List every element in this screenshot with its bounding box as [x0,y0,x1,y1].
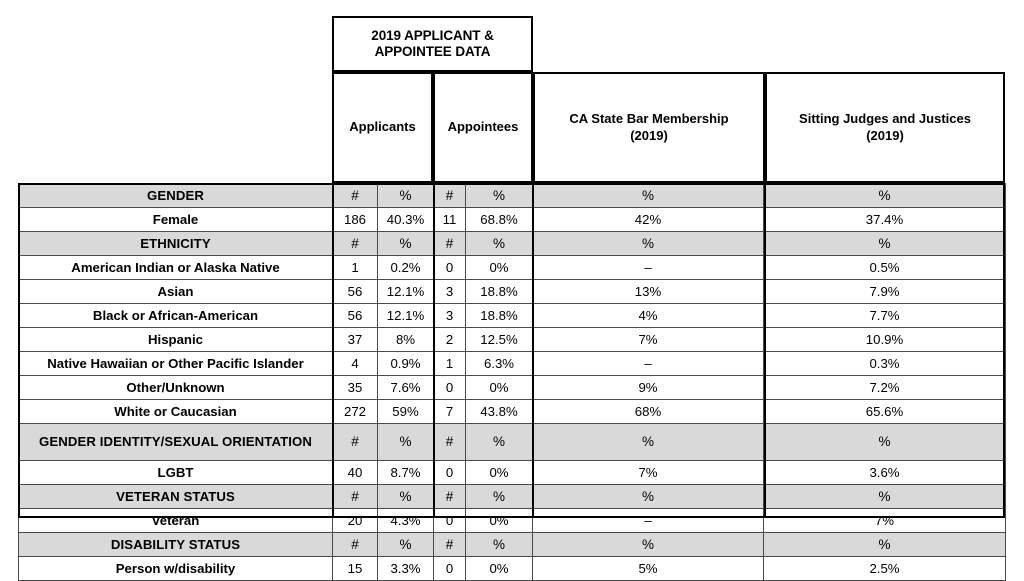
cell-appointees-percent: % [466,232,533,256]
cell-sitting-judges-percent: 37.4% [764,208,1006,232]
cell-appointees-count: 0 [434,509,466,533]
table-header-block [332,16,1005,183]
cell-bar-membership-percent: % [533,485,764,509]
table-row [19,352,1006,376]
cell-applicants-percent: 59% [378,400,434,424]
cell-applicants-percent: 8.7% [378,461,434,485]
cell-applicants-percent: 12.1% [378,280,434,304]
cell-applicants-percent: 4.3% [378,509,434,533]
cell-appointees-count: 3 [434,304,466,328]
section-header-label: DISABILITY STATUS [19,533,333,557]
row-label: Veteran [19,509,333,533]
cell-appointees-percent: 18.8% [466,304,533,328]
cell-applicants-count: 4 [333,352,378,376]
row-label: Female [19,208,333,232]
cell-appointees-count: 0 [434,461,466,485]
table-row [19,304,1006,328]
cell-applicants-count: 56 [333,280,378,304]
table-row [19,376,1006,400]
cell-applicants-percent: 3.3% [378,557,434,581]
cell-bar-membership-percent: % [533,184,764,208]
column-header-appointees [433,72,533,183]
cell-appointees-count: 0 [434,256,466,280]
cell-applicants-count: 40 [333,461,378,485]
section-header-label: VETERAN STATUS [19,485,333,509]
cell-appointees-count: # [434,533,466,557]
cell-sitting-judges-percent: 2.5% [764,557,1006,581]
cell-appointees-percent: % [466,485,533,509]
table-row [19,461,1006,485]
cell-applicants-count: 37 [333,328,378,352]
column-header-appointees-label: Appointees [447,119,519,135]
table-title-line2: APPOINTEE DATA [374,44,491,59]
cell-applicants-percent: 0.9% [378,352,434,376]
cell-appointees-count: # [434,424,466,461]
table-row [19,400,1006,424]
cell-sitting-judges-percent: % [764,184,1006,208]
column-header-bar-membership-line2: (2019) [630,127,668,143]
table-row [19,280,1006,304]
cell-appointees-percent: % [466,184,533,208]
table-row [19,328,1006,352]
cell-bar-membership-percent: % [533,533,764,557]
cell-sitting-judges-percent: % [764,424,1006,461]
cell-appointees-percent: 0% [466,376,533,400]
cell-sitting-judges-percent: 0.5% [764,256,1006,280]
row-label: Person w/disability [19,557,333,581]
cell-appointees-count: 1 [434,352,466,376]
cell-bar-membership-percent: 4% [533,304,764,328]
cell-bar-membership-percent: 7% [533,461,764,485]
section-header-row [19,533,1006,557]
cell-appointees-count: # [434,184,466,208]
cell-appointees-percent: 18.8% [466,280,533,304]
row-label: Black or African-American [19,304,333,328]
cell-appointees-percent: % [466,424,533,461]
cell-appointees-percent: 6.3% [466,352,533,376]
cell-bar-membership-percent: – [533,352,764,376]
cell-appointees-count: 3 [434,280,466,304]
row-label: Hispanic [19,328,333,352]
cell-applicants-count: 35 [333,376,378,400]
cell-applicants-count: # [333,533,378,557]
cell-applicants-percent: % [378,533,434,557]
cell-applicants-count: # [333,184,378,208]
cell-applicants-percent: 12.1% [378,304,434,328]
section-header-label: GENDER IDENTITY/SEXUAL ORIENTATION [19,424,333,461]
table-title [332,16,533,72]
section-header-row [19,184,1006,208]
cell-appointees-count: 7 [434,400,466,424]
section-header-label: GENDER [19,184,333,208]
column-header-sitting-judges [765,72,1005,183]
row-label: White or Caucasian [19,400,333,424]
section-header-row [19,485,1006,509]
cell-appointees-percent: 0% [466,461,533,485]
cell-sitting-judges-percent: 7.9% [764,280,1006,304]
cell-appointees-percent: 0% [466,509,533,533]
cell-bar-membership-percent: 68% [533,400,764,424]
table-title-line1: 2019 APPLICANT & [371,27,494,43]
cell-sitting-judges-percent: % [764,533,1006,557]
cell-appointees-percent: 0% [466,256,533,280]
cell-applicants-percent: 40.3% [378,208,434,232]
cell-bar-membership-percent: – [533,256,764,280]
cell-appointees-percent: 0% [466,557,533,581]
cell-applicants-count: 1 [333,256,378,280]
cell-sitting-judges-percent: 10.9% [764,328,1006,352]
cell-appointees-percent: 12.5% [466,328,533,352]
cell-appointees-count: 11 [434,208,466,232]
cell-bar-membership-percent: 7% [533,328,764,352]
cell-appointees-count: 0 [434,376,466,400]
cell-appointees-count: # [434,485,466,509]
cell-appointees-count: 2 [434,328,466,352]
cell-bar-membership-percent: 42% [533,208,764,232]
table-row [19,208,1006,232]
table-row [19,557,1006,581]
cell-sitting-judges-percent: 65.6% [764,400,1006,424]
applicant-appointee-data-table [18,183,1006,581]
cell-applicants-count: 15 [333,557,378,581]
cell-applicants-percent: 0.2% [378,256,434,280]
table-row [19,509,1006,533]
cell-appointees-percent: 68.8% [466,208,533,232]
column-header-applicants [332,72,433,183]
row-label: LGBT [19,461,333,485]
cell-appointees-count: # [434,232,466,256]
column-header-bar-membership-line1: CA State Bar Membership [569,111,729,127]
cell-applicants-count: # [333,424,378,461]
cell-bar-membership-percent: % [533,424,764,461]
cell-applicants-count: 186 [333,208,378,232]
cell-applicants-count: 56 [333,304,378,328]
row-label: American Indian or Alaska Native [19,256,333,280]
column-header-sitting-judges-line2: (2019) [866,127,904,143]
cell-applicants-percent: % [378,184,434,208]
cell-applicants-percent: 8% [378,328,434,352]
row-label: Asian [19,280,333,304]
cell-sitting-judges-percent: 7.2% [764,376,1006,400]
cell-applicants-percent: 7.6% [378,376,434,400]
cell-sitting-judges-percent: % [764,485,1006,509]
cell-sitting-judges-percent: 7.7% [764,304,1006,328]
column-header-bar-membership [533,72,765,183]
table-row [19,256,1006,280]
column-header-sitting-judges-line1: Sitting Judges and Justices [799,111,971,127]
cell-sitting-judges-percent: 7% [764,509,1006,533]
section-header-label: ETHNICITY [19,232,333,256]
section-header-row [19,232,1006,256]
cell-bar-membership-percent: 9% [533,376,764,400]
row-label: Other/Unknown [19,376,333,400]
cell-bar-membership-percent: 5% [533,557,764,581]
cell-bar-membership-percent: 13% [533,280,764,304]
cell-sitting-judges-percent: 0.3% [764,352,1006,376]
cell-applicants-percent: % [378,424,434,461]
cell-applicants-count: # [333,232,378,256]
cell-applicants-percent: % [378,232,434,256]
cell-bar-membership-percent: % [533,232,764,256]
row-label: Native Hawaiian or Other Pacific Islander [19,352,333,376]
section-header-row [19,424,1006,461]
cell-applicants-count: # [333,485,378,509]
cell-applicants-count: 20 [333,509,378,533]
cell-sitting-judges-percent: % [764,232,1006,256]
cell-applicants-percent: % [378,485,434,509]
column-header-applicants-label: Applicants [349,119,416,135]
cell-appointees-percent: 43.8% [466,400,533,424]
cell-applicants-count: 272 [333,400,378,424]
cell-sitting-judges-percent: 3.6% [764,461,1006,485]
cell-appointees-count: 0 [434,557,466,581]
cell-appointees-percent: % [466,533,533,557]
cell-bar-membership-percent: – [533,509,764,533]
